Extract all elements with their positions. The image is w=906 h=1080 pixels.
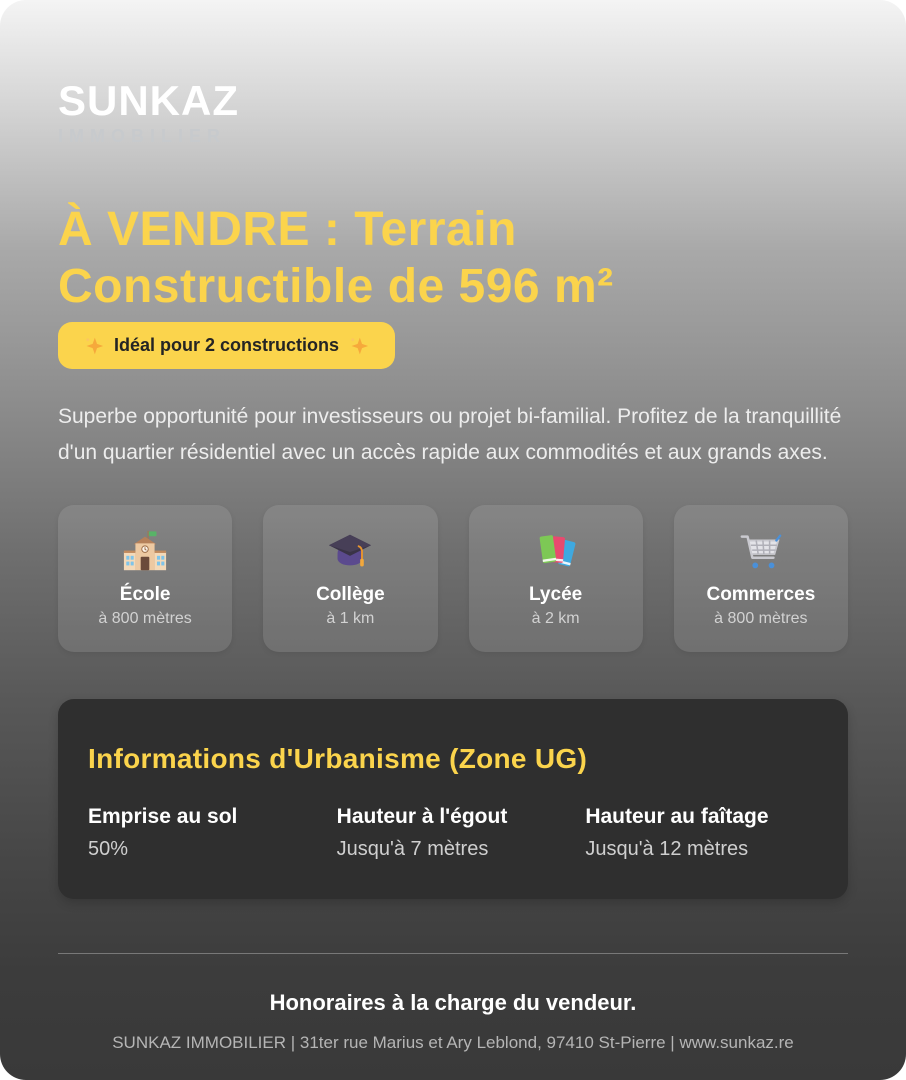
highlight-badge xyxy=(58,322,395,369)
title-line-2: Constructible de 596 m² xyxy=(58,260,614,313)
urbanism-label: Hauteur au faîtage xyxy=(585,805,769,828)
amenity-card-college xyxy=(263,505,437,652)
amenity-distance: à 800 mètres xyxy=(714,610,808,627)
amenity-distance: à 800 mètres xyxy=(98,610,192,627)
urbanism-title: Informations d'Urbanisme (Zone UG) xyxy=(88,743,588,774)
sparkles-icon xyxy=(84,336,104,356)
urbanism-value: Jusqu'à 12 mètres xyxy=(585,838,749,860)
footer xyxy=(58,990,848,1053)
shopping-cart-icon xyxy=(738,529,784,575)
property-description: Superbe opportunité pour investisseurs ou projet bi-familial. Profitez de la tranquillité d'un quartier résidentiel avec un accès rapide aux commodités et aux grands axes. xyxy=(58,405,842,464)
urbanism-label: Hauteur à l'égout xyxy=(336,805,508,828)
amenity-card-ecole xyxy=(58,505,232,652)
urbanism-grid xyxy=(88,805,818,861)
urbanism-value: 50% xyxy=(88,838,129,860)
badge-label: Idéal pour 2 constructions xyxy=(114,335,340,355)
books-icon xyxy=(533,529,579,575)
amenity-label: Lycée xyxy=(529,584,583,605)
title-line-1: À VENDRE : Terrain xyxy=(58,203,517,256)
urbanism-value: Jusqu'à 7 mètres xyxy=(336,838,489,860)
brand-logo xyxy=(58,0,848,147)
amenity-card-lycee xyxy=(469,505,643,652)
brand-name: SUNKAZ xyxy=(58,77,239,124)
school-icon xyxy=(122,529,168,575)
footer-divider xyxy=(58,953,848,954)
urbanism-item-egout xyxy=(337,805,570,861)
brand-subtitle: IMMOBILIER xyxy=(58,126,226,146)
amenity-distance: à 1 km xyxy=(326,610,375,627)
amenity-distance: à 2 km xyxy=(531,610,580,627)
graduation-cap-icon xyxy=(327,529,373,575)
amenity-card-commerces xyxy=(674,505,848,652)
sparkles-icon xyxy=(349,336,369,356)
agency-contact-line: SUNKAZ IMMOBILIER | 31ter rue Marius et Ary Leblond, 97410 St-Pierre | www.sunkaz.re xyxy=(112,1033,794,1052)
urbanism-label: Emprise au sol xyxy=(88,805,238,828)
urbanism-panel xyxy=(58,699,848,899)
amenity-label: Collège xyxy=(316,584,385,605)
fees-notice: Honoraires à la charge du vendeur. xyxy=(269,990,637,1015)
urbanism-item-faitage xyxy=(585,805,818,861)
page-title xyxy=(58,201,848,315)
amenities-row xyxy=(58,505,848,652)
urbanism-item-emprise xyxy=(88,805,321,861)
amenity-label: École xyxy=(119,584,171,605)
amenity-label: Commerces xyxy=(706,584,816,605)
